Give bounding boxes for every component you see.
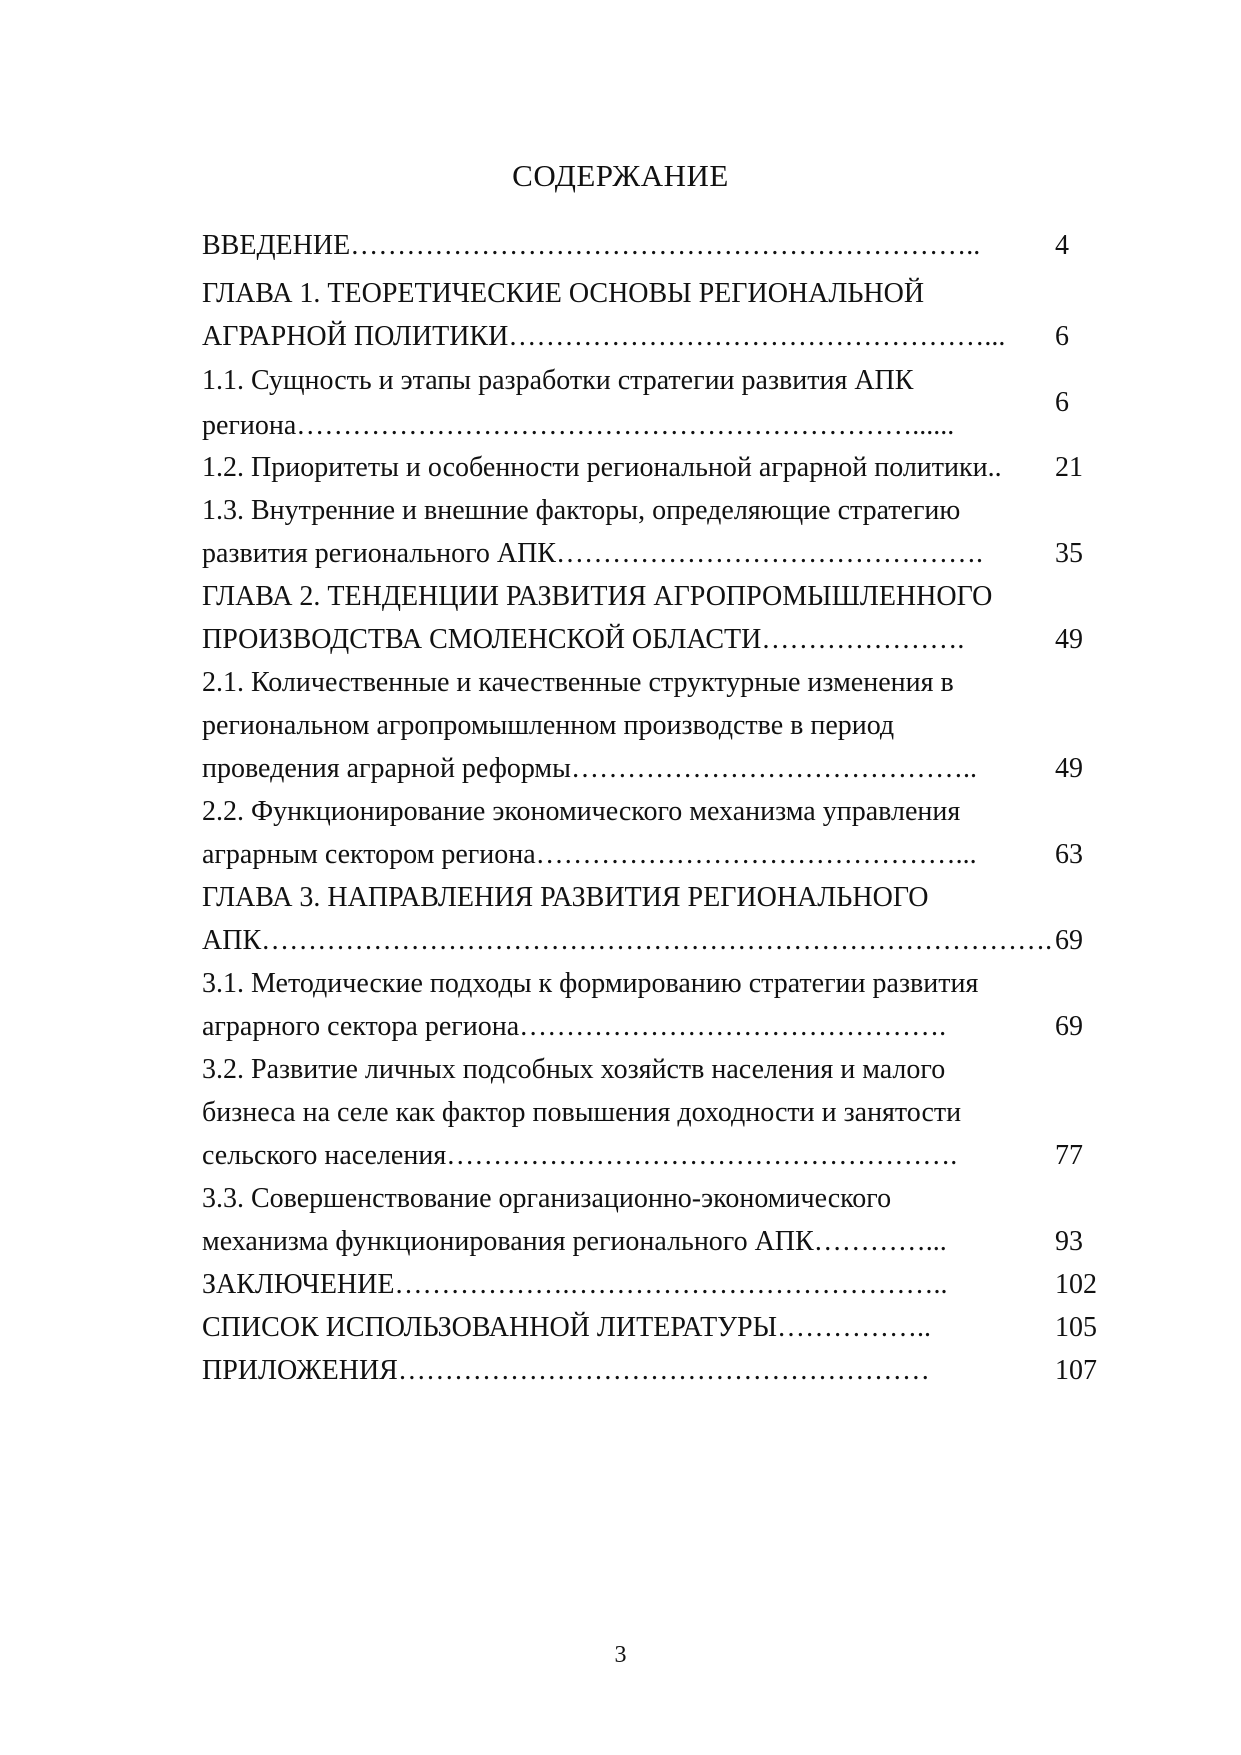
toc-entry-introduction: ВВЕДЕНИЕ…………………………………………………………..: [202, 230, 981, 261]
toc-entry-2-1-line2: региональном агропромышленном производстве в период: [202, 710, 895, 741]
toc-entry-3-2-line3: сельского населения……………………………………………….: [202, 1140, 958, 1171]
toc-entry-1-2: 1.2. Приоритеты и особенности региональной аграрной политики..: [202, 452, 1002, 483]
toc-entry-2-2-line2: аграрным сектором региона………………………………………...: [202, 839, 977, 870]
toc-page-number: 102: [1055, 1269, 1097, 1300]
toc-page-number: 93: [1055, 1226, 1083, 1257]
toc-page-number: 63: [1055, 839, 1083, 870]
toc-entry-1-1-line1: 1.1. Сущность и этапы разработки стратегии развития АПК: [202, 365, 914, 396]
toc-entry-chapter3-line1: ГЛАВА 3. НАПРАВЛЕНИЯ РАЗВИТИЯ РЕГИОНАЛЬНОГО: [202, 882, 929, 913]
page-title: СОДЕРЖАНИЕ: [512, 158, 729, 193]
toc-page-number: 105: [1055, 1312, 1097, 1343]
toc-page-number: 69: [1055, 1011, 1083, 1042]
toc-entry-3-1-line2: аграрного сектора региона……………………………………….: [202, 1011, 947, 1042]
toc-entry-1-1-line2: региона…………………………………………………………......: [202, 410, 955, 441]
toc-entry-chapter2-line1: ГЛАВА 2. ТЕНДЕНЦИИ РАЗВИТИЯ АГРОПРОМЫШЛЕННОГО: [202, 581, 993, 612]
toc-page-number: 77: [1055, 1140, 1083, 1171]
toc-entry-3-2-line2: бизнеса на селе как фактор повышения доходности и занятости: [202, 1097, 962, 1128]
toc-entry-references: СПИСОК ИСПОЛЬЗОВАННОЙ ЛИТЕРАТУРЫ……………..: [202, 1312, 931, 1343]
toc-entry-3-2-line1: 3.2. Развитие личных подсобных хозяйств населения и малого: [202, 1054, 946, 1085]
toc-entry-2-1-line1: 2.1. Количественные и качественные структурные изменения в: [202, 667, 954, 698]
toc-page-number: 4: [1055, 230, 1069, 261]
toc-entry-3-1-line1: 3.1. Методические подходы к формированию стратегии развития: [202, 968, 979, 999]
toc-entry-3-3-line2: механизма функционирования регионального АПК…………...: [202, 1226, 947, 1257]
toc-page-number: 69: [1055, 925, 1083, 956]
toc-entry-1-3-line2: развития регионального АПК……………………………………….: [202, 538, 983, 569]
toc-page-number: 6: [1055, 321, 1069, 352]
toc-entry-2-2-line1: 2.2. Функционирование экономического механизма управления: [202, 796, 961, 827]
toc-entry-chapter1-line1: ГЛАВА 1. ТЕОРЕТИЧЕСКИЕ ОСНОВЫ РЕГИОНАЛЬНОЙ: [202, 278, 925, 309]
toc-page-number: 35: [1055, 538, 1083, 569]
toc-page-number: 6: [1055, 387, 1069, 418]
page-number: 3: [614, 1642, 627, 1668]
toc-page-number: 107: [1055, 1355, 1097, 1386]
toc-entry-chapter1-line2: АГРАРНОЙ ПОЛИТИКИ……………………………………………...: [202, 321, 1006, 352]
toc-entry-1-3-line1: 1.3. Внутренние и внешние факторы, определяющие стратегию: [202, 495, 961, 526]
toc-page-number: 49: [1055, 624, 1083, 655]
toc-entry-appendices: ПРИЛОЖЕНИЯ…………………………………………………: [202, 1355, 930, 1386]
toc-entry-chapter2-line2: ПРОИЗВОДСТВА СМОЛЕНСКОЙ ОБЛАСТИ………………….: [202, 624, 965, 655]
toc-entry-chapter3-line2: АПК………………………………………………………………………….: [202, 925, 1053, 956]
toc-entry-conclusion: ЗАКЛЮЧЕНИЕ……………….…………………………………..: [202, 1269, 948, 1300]
toc-page-number: 49: [1055, 753, 1083, 784]
toc-entry-2-1-line3: проведения аграрной реформы……………………………………..: [202, 753, 977, 784]
toc-entry-3-3-line1: 3.3. Совершенствование организационно-экономического: [202, 1183, 892, 1214]
toc-page-number: 21: [1055, 452, 1083, 483]
